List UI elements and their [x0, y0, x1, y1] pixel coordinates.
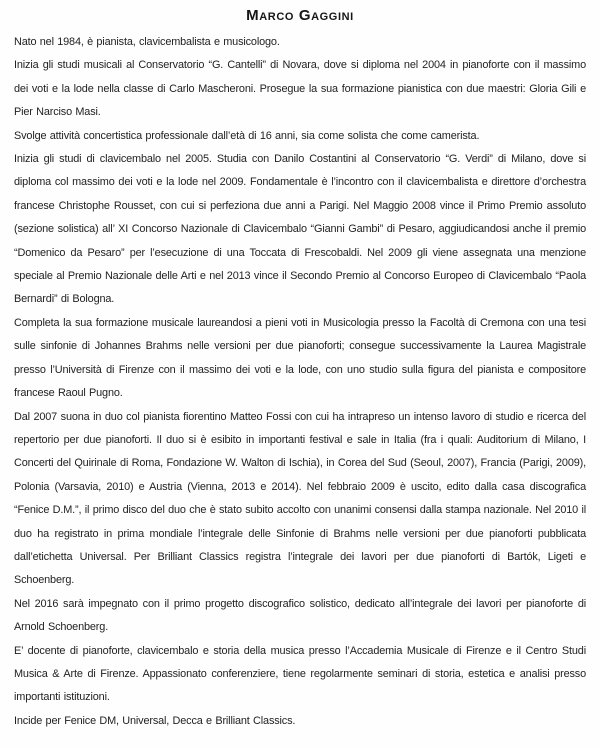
page-title: Marco Gaggini	[246, 7, 354, 24]
bio-paragraph-harpsichord-studies: Inizia gli studi di clavicembalo nel 2005. Studia con Danilo Costantini al Conservatorio “G. Verdi” di Milano, dove si diploma col massimo dei voti e la lode nel 2009. Fondamentale è l’incontro con il clavicembalista e direttore d’orchestra francese Christophe Rousset, con cui si perfeziona due anni a Parigi. Nel Maggio 2008 vince il Primo Premio assoluto (sezione solistica) all’ XI Concorso Nazionale di Clavicembalo “Gianni Gambi” di Pesaro, aggiudicandosi anche il premio “Domenico da Pesaro” per l’esecuzione di una Toccata di Frescobaldi. Nel 2009 gli viene assegnata una menzione speciale al Premio Nazionale delle Arti e nel 2013 vince il Secondo Premio al Concorso Europeo di Clavicembalo “Paola Bernardi” di Bologna.	[14, 153, 586, 306]
bio-paragraph-musicology-degree: Completa la sua formazione musicale laureandosi a pieni voti in Musicologia presso la Facoltà di Cremona con una tesi sulle sinfonie di Johannes Brahms nelle versioni per due pianoforti; consegue successivamente la Laurea Magistrale presso l’Università di Firenze con il massimo dei voti e la lode, con uno studio sulla figura del pianista e compositore francese Raoul Pugno.	[14, 316, 586, 400]
bio-paragraph-piano-duo: Dal 2007 suona in duo col pianista fiorentino Matteo Fossi con cui ha intrapreso un intenso lavoro di studio e ricerca del repertorio per due pianoforti. Il duo si è esibito in importanti festival e sale in Italia (fra i quali: Auditorium di Milano, I Concerti del Quirinale di Roma, Fondazione W. Walton di Ischia), in Corea del Sud (Seoul, 2007), Francia (Parigi, 2009), Polonia (Varsavia, 2010) e Austria (Vienna, 2013 e 2014). Nel febbraio 2009 è uscito, edito dalla casa discografica “Fenice D.M.”, il primo disco del duo che è stato subito accolto con unanimi consensi dalla stampa nazionale. Nel 2010 il duo ha registrato in prima mondiale l’integrale delle Sinfonie di Brahms nelle versioni per due pianoforti pubblicata dall’etichetta Universal. Per Brilliant Classics registra l’integrale dei lavori per due pianoforti di Bartók, Ligeti e Schoenberg.	[14, 410, 586, 587]
document-body	[14, 31, 586, 733]
bio-paragraph-teaching: E’ docente di pianoforte, clavicembalo e storia della musica presso l’Accademia Musicale di Firenze e il Centro Studi Musica & Arte di Firenze. Appassionato conferenziere, tiene regolarmente seminari di storia, estetica e analisi presso importanti istituzioni.	[14, 644, 586, 704]
bio-paragraph-solo-project: Nel 2016 sarà impegnato con il primo progetto discografico solistico, dedicato all’integrale dei lavori per pianoforte di Arnold Schoenberg.	[14, 597, 586, 634]
bio-paragraph-birth: Nato nel 1984, è pianista, clavicembalista e musicologo.	[14, 36, 280, 48]
bio-paragraph-record-labels: Incide per Fenice DM, Universal, Decca e Brilliant Classics.	[14, 714, 296, 727]
bio-paragraph-concert-activity: Svolge attività concertistica professionale dall’età di 16 anni, sia come solista che come camerista.	[14, 129, 480, 142]
bio-paragraph-piano-studies: Inizia gli studi musicali al Conservatorio “G. Cantelli” di Novara, dove si diploma nel 2004 in pianoforte con il massimo dei voti e la lode nella classe di Carlo Mascheroni. Prosegue la sua formazione pianistica con due maestri: Gloria Gili e Pier Narciso Masi.	[14, 59, 586, 119]
